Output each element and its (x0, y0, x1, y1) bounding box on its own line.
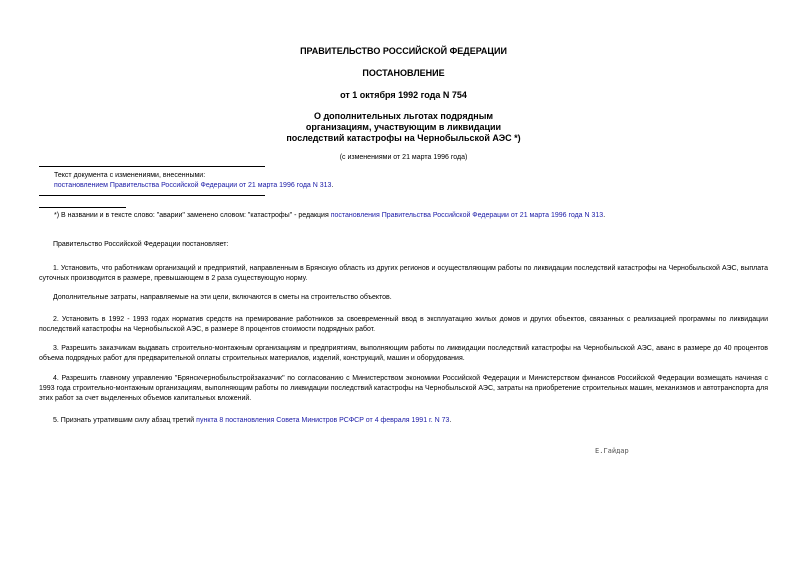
paragraph-2: 2. Установить в 1992 - 1993 годах норматив средств на премирование работников за своевременный ввод в эксплуатацию жилых домов и других объектов, связанных с реализацией программы по ликвидации последствий катастрофы на Чернобыльской АЭС, в размере 8 процентов стоимости подрядных работ. (39, 316, 768, 333)
footnote-tail: . (603, 212, 606, 219)
paragraph-5 (39, 416, 768, 426)
document-type-heading: ПОСТАНОВЛЕНИЕ (362, 68, 445, 78)
document-title-line-1: О дополнительных льготах подрядным (313, 111, 494, 121)
signature: Е.Гайдар (595, 447, 629, 455)
paragraph-5-prefix: 5. Признать утратившим силу абзац третий (53, 417, 197, 424)
government-heading: ПРАВИТЕЛЬСТВО РОССИЙСКОЙ ФЕДЕРАЦИИ (300, 46, 507, 56)
paragraph-4: 4. Разрешить главному управлению "Брянскчернобыльстройзаказчик" по согласованию с Министерством экономики Российской Федерации и Министерством финансов Российской Федерации возмещать начиная с 1993 года строительно-монтажным организациям, выполняющим работы по ликвидации последствий катастрофы на Чернобыльской АЭС, затраты на приобретение строительных машин, механизмов и автотранспорта для этих работ за счет выделенных объемов капитальных вложений. (39, 375, 768, 402)
footnote-decree-link[interactable]: постановления Правительства Российской Федерации от 21 марта 1996 года N 313 (330, 212, 604, 219)
document-title-line-2: организациям, участвующим в ликвидации (305, 122, 502, 132)
intro-paragraph: Правительство Российской Федерации постановляет: (53, 241, 229, 248)
paragraph-1-additional: Дополнительные затраты, направляемые на эти цели, включаются в сметы на строительство объектов. (53, 294, 392, 301)
paragraph-3: 3. Разрешить заказчикам выдавать строительно-монтажным организациям и предприятиям, выполняющим работы по ликвидации последствий катастрофы на Чернобыльской АЭС, аванс в размере до 40 процентов объема подрядных работ для предварительной оплаты строительных материалов, изделий, конструкций, машин и оборудования. (39, 345, 768, 362)
footnote-text (54, 211, 605, 221)
paragraph-5-tail: . (449, 417, 452, 424)
footnote-prefix: *) В названии и в тексте слово: "аварии" заменено словом: "катастрофы" - редакция (54, 212, 331, 219)
info-block-top-rule (39, 166, 265, 167)
info-block-text: Текст документа с изменениями, внесенными: (54, 172, 206, 179)
paragraph-1: 1. Установить, что работникам организаций и предприятий, направленным в Брянскую область из других регионов и осуществляющим работы по ликвидации последствий катастрофы на Чернобыльской АЭС, выплата суточных производится в размере, превышающем в 2 раза существующую норму. (39, 265, 768, 282)
document-date-number: от 1 октября 1992 года N 754 (340, 90, 467, 100)
info-block-link-tail: . (331, 182, 334, 189)
document-title-line-3: последствий катастрофы на Чернобыльской АЭС *) (286, 133, 521, 143)
amendment-decree-link[interactable]: постановлением Правительства Российской Федерации от 21 марта 1996 года N 313 (54, 182, 332, 189)
footnote-separator (39, 207, 126, 208)
info-block-amendment (54, 181, 333, 191)
repealed-decree-link[interactable]: пункта 8 постановления Совета Министров РСФСР от 4 февраля 1991 г. N 73 (196, 417, 450, 424)
amendment-note: (с изменениями от 21 марта 1996 года) (339, 154, 468, 161)
info-block-bottom-rule (39, 195, 265, 196)
